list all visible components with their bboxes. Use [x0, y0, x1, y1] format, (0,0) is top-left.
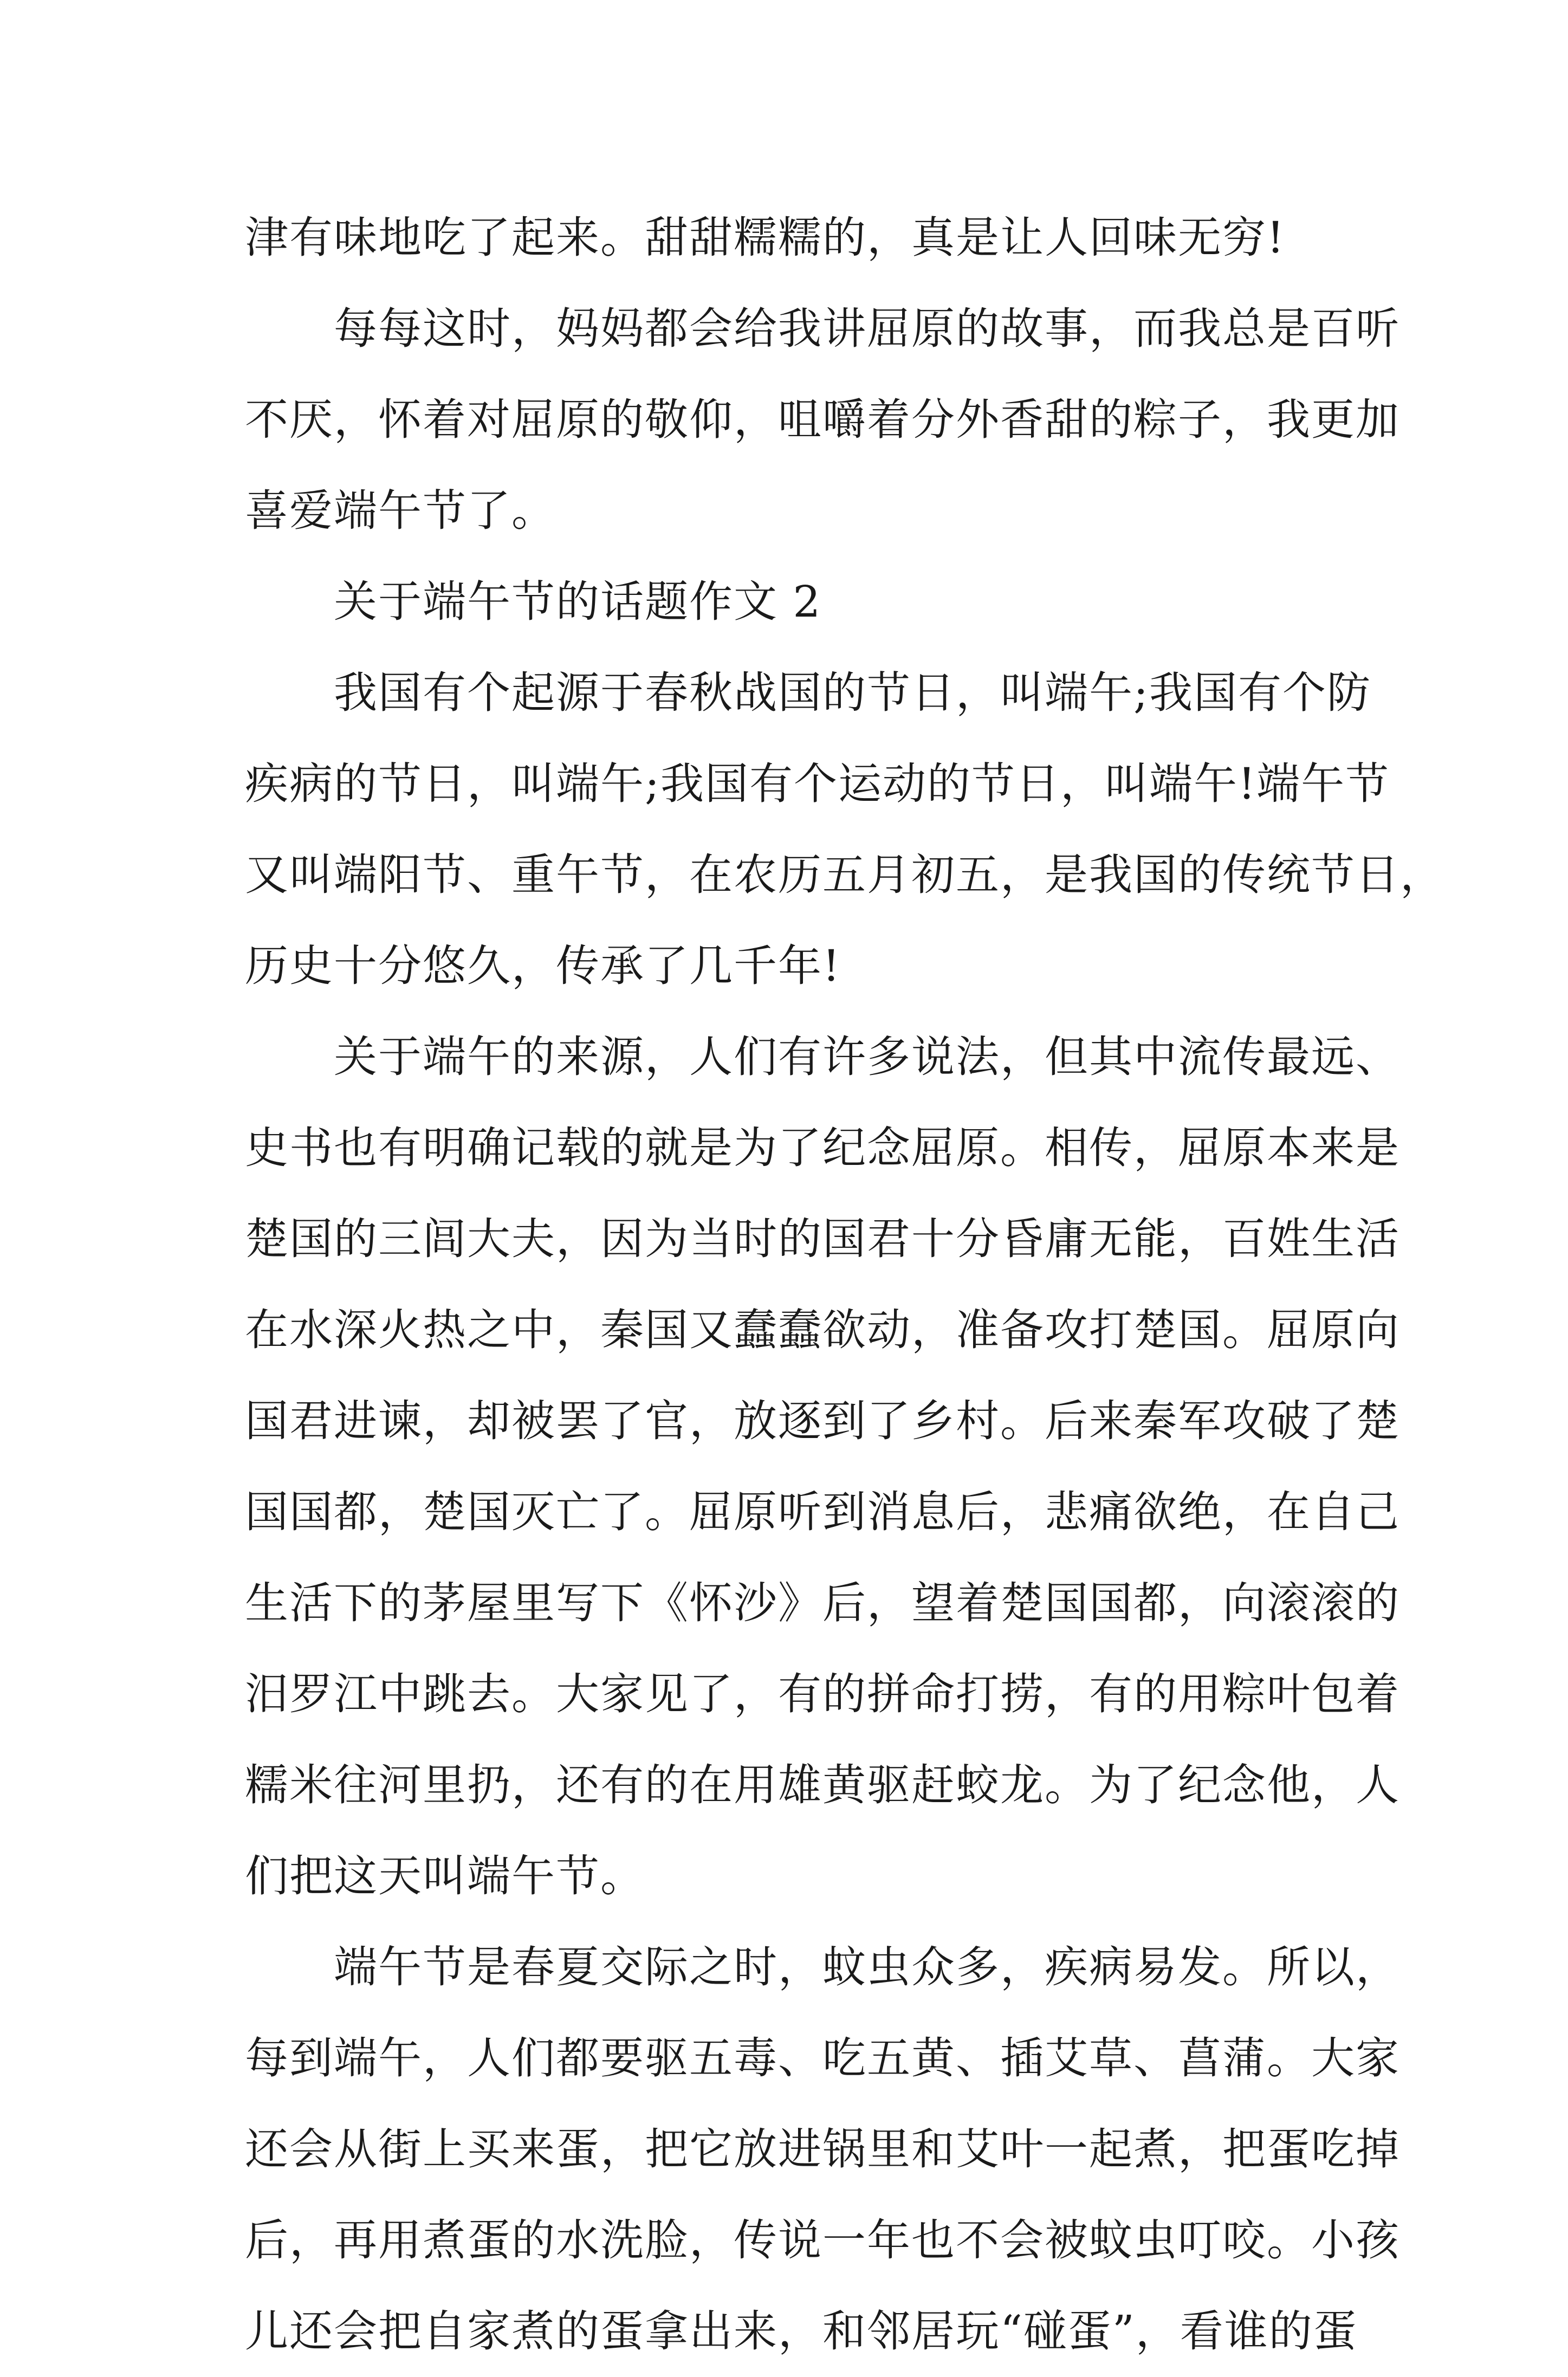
- text-line: 疾病的节日，叫端午;我国有个运动的节日，叫端午!端午节: [245, 759, 1390, 809]
- text-line: 津有味地吃了起来。甜甜糯糯的，真是让人回味无穷!: [245, 212, 1286, 263]
- text-line: 不厌，怀着对屈原的敬仰，咀嚼着分外香甜的粽子，我更加: [245, 394, 1400, 445]
- text-line: 又叫端阳节、重午节，在农历五月初五，是我国的传统节日，: [245, 850, 1444, 900]
- document-body: [245, 192, 1444, 2377]
- paragraph-first-line: 我国有个起源于春秋战国的节日，叫端午;我国有个防: [334, 668, 1371, 718]
- text-line: 喜爱端午节了。: [245, 485, 556, 536]
- text-line: 史书也有明确记载的就是为了纪念屈原。相传，屈原本来是: [245, 1123, 1400, 1173]
- text-line: 国君进谏，却被罢了官，放逐到了乡村。后来秦军攻破了楚: [245, 1396, 1400, 1446]
- paragraph-first-line: 每每这时，妈妈都会给我讲屈原的故事，而我总是百听: [334, 303, 1400, 354]
- text-line: 楚国的三闾大夫，因为当时的国君十分昏庸无能，百姓生活: [245, 1214, 1400, 1264]
- text-line: 国国都，楚国灭亡了。屈原听到消息后，悲痛欲绝，在自己: [245, 1487, 1400, 1537]
- text-line: 儿还会把自家煮的蛋拿出来，和邻居玩“碰蛋”，看谁的蛋: [245, 2306, 1358, 2356]
- text-line: 们把这天叫端午节。: [245, 1851, 645, 1901]
- text-line: 每到端午，人们都要驱五毒、吃五黄、插艾草、菖蒲。大家: [245, 2033, 1400, 2083]
- paragraph-first-line: 端午节是春夏交际之时，蚊虫众多，疾病易发。所以，: [334, 1942, 1400, 1992]
- text-line: 在水深火热之中，秦国又蠢蠢欲动，准备攻打楚国。屈原向: [245, 1305, 1400, 1355]
- section-heading: 关于端午节的话题作文 2: [334, 577, 822, 627]
- text-line: 生活下的茅屋里写下《怀沙》后，望着楚国国都，向滚滚的: [245, 1578, 1400, 1628]
- text-line: 还会从街上买来蛋，把它放进锅里和艾叶一起煮，把蛋吃掉: [245, 2124, 1400, 2174]
- text-line: 历史十分悠久，传承了几千年!: [245, 941, 841, 991]
- paragraph-first-line: 关于端午的来源，人们有许多说法，但其中流传最远、: [334, 1032, 1400, 1082]
- text-line: 糯米往河里扔，还有的在用雄黄驱赶蛟龙。为了纪念他，人: [245, 1760, 1400, 1810]
- text-line: 后，再用煮蛋的水洗脸，传说一年也不会被蚊虫叮咬。小孩: [245, 2215, 1400, 2265]
- text-line: 汨罗江中跳去。大家见了，有的拼命打捞，有的用粽叶包着: [245, 1669, 1400, 1719]
